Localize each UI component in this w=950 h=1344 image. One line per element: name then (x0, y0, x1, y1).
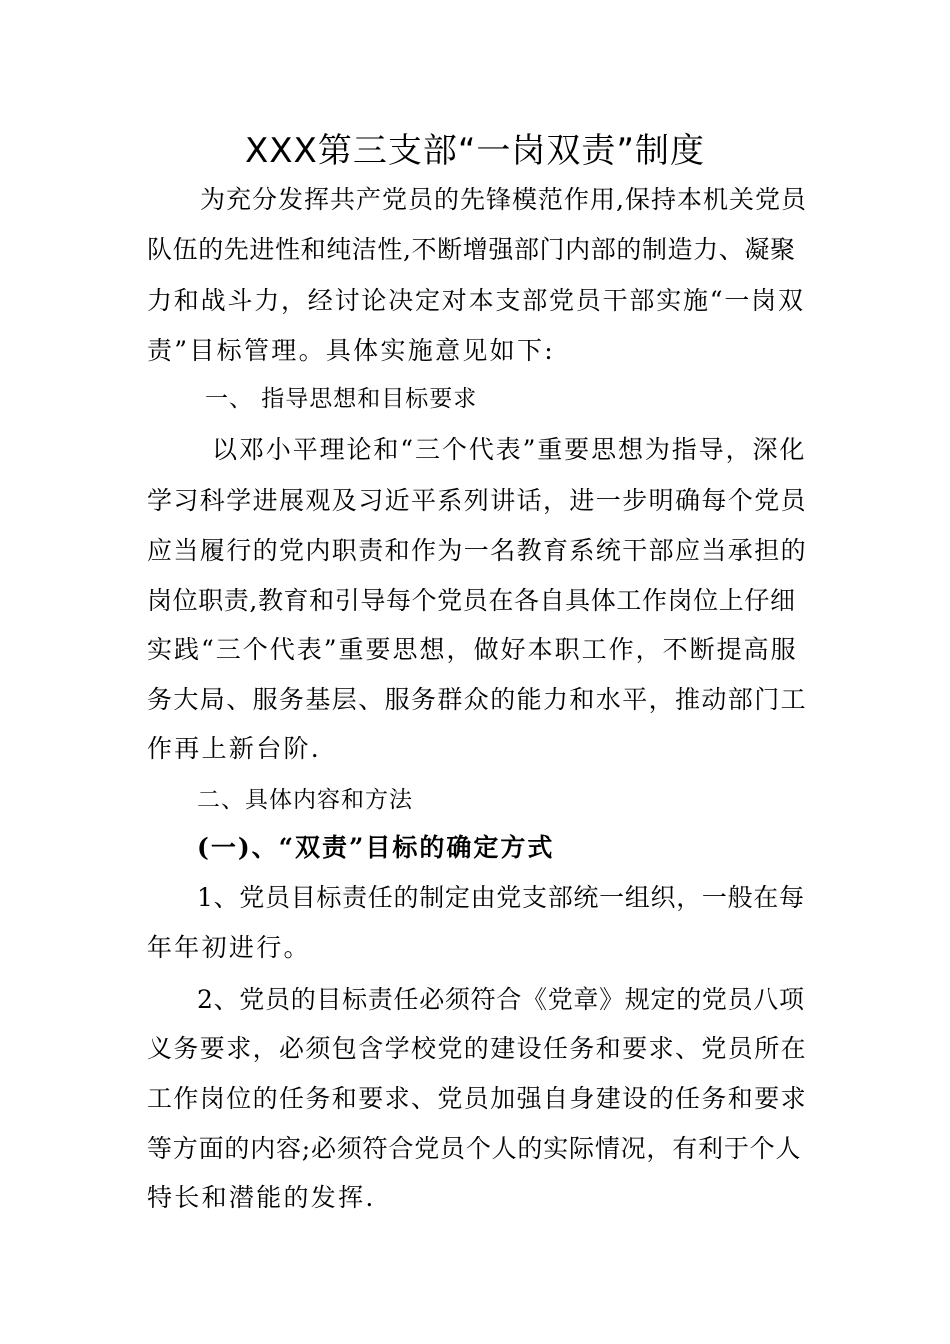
subsection-heading: (一)、“双责”目标的确定方式 (197, 833, 555, 862)
paragraph-line: 学习科学进展观及习近平系列讲话，进一步明确每个党员 (147, 486, 808, 515)
paragraph-line: 以邓小平理论和“三个代表”重要思想为指导，深化 (212, 435, 807, 464)
paragraph-line: 年年初进行。 (147, 933, 311, 962)
section-heading: 一、 指导思想和目标要求 (205, 386, 478, 412)
section-heading: 二、具体内容和方法 (197, 787, 413, 813)
paragraph-line: 应当履行的党内职责和作为一名教育系统干部应当承担的 (147, 536, 808, 565)
paragraph-line: 工作岗位的任务和要求、党员加强自身建设的任务和要求 (147, 1084, 808, 1113)
paragraph-line: 队伍的先进性和纯洁性,不断增强部门内部的制造力、凝聚 (147, 235, 796, 264)
paragraph-line: 力和战斗力，经讨论决定对本支部党员干部实施“一岗双 (147, 286, 805, 315)
paragraph-line: 2、党员的目标责任必须符合《党章》规定的党员八项 (197, 985, 805, 1014)
paragraph-line: 责”目标管理。具体实施意见如下: (147, 336, 556, 365)
paragraph-line: 为充分发挥共产党员的先锋模范作用,保持本机关党员 (200, 185, 807, 214)
paragraph-line: 义务要求，必须包含学校党的建设任务和要求、党员所在 (147, 1034, 808, 1063)
paragraph-line: 务大局、服务基层、服务群众的能力和水平，推动部门工 (147, 685, 808, 714)
paragraph-line: 1、党员目标责任的制定由党支部统一组织，一般在每 (197, 883, 805, 912)
paragraph-line: 作再上新台阶. (147, 734, 322, 763)
paragraph-line: 特长和潜能的发挥. (147, 1183, 376, 1212)
document-title: XXX第三支部“一岗双责”制度 (244, 131, 706, 171)
paragraph-line: 等方面的内容;必须符合党员个人的实际情况，有利于个人 (147, 1134, 802, 1163)
paragraph-line: 岗位职责,教育和引导每个党员在各自具体工作岗位上仔细 (147, 586, 796, 615)
paragraph-line: 实践“三个代表”重要思想，做好本职工作，不断提高服 (147, 635, 798, 664)
